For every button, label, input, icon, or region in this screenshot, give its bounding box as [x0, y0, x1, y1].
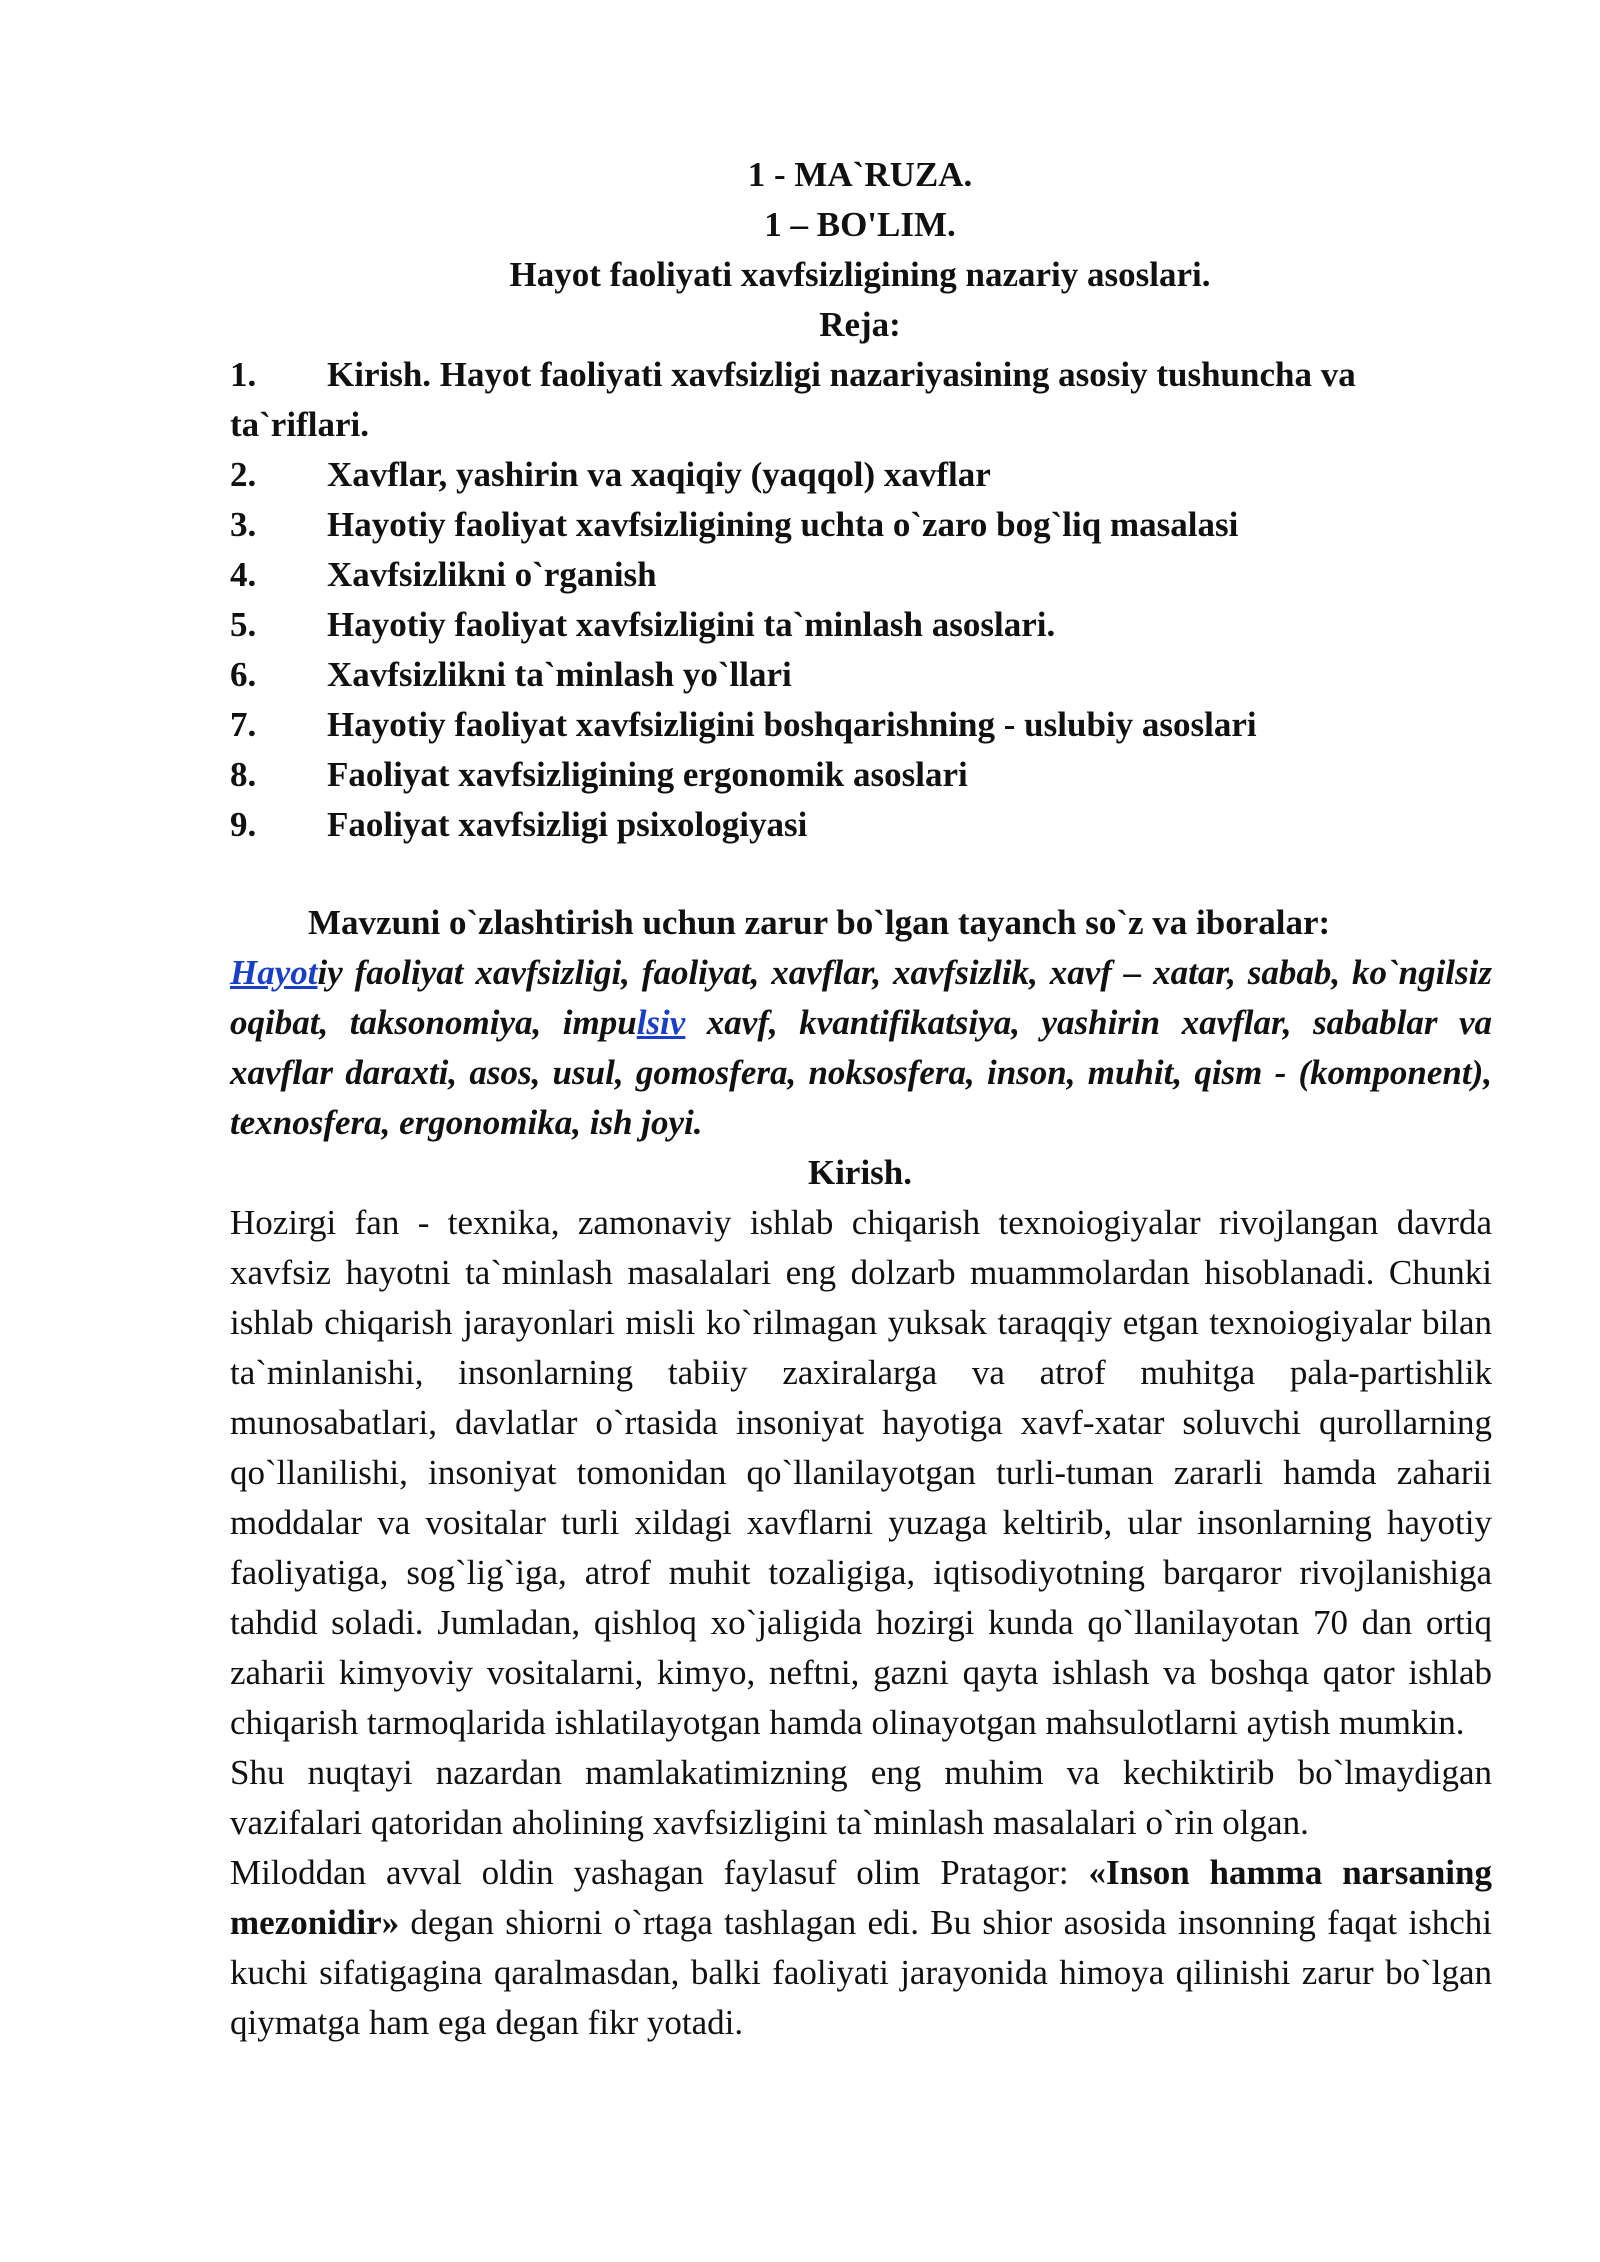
plan-item-number: 8.	[230, 755, 257, 794]
plan-item-1-continuation: ta`riflari.	[230, 405, 369, 444]
plan-item-number: 2.	[230, 455, 257, 494]
intro-heading: Kirish.	[807, 1153, 913, 1192]
intro-paragraph-1: Hozirgi fan - texnika, zamonaviy ishlab chiqarish texnoiogiyalar rivojlangan davrda xavfsiz hayotni ta`minlash masalalari eng dolzarb muammolardan hisoblanadi. Chunki ishlab chiqarish jarayonlari misli ko`rilmagan yuksak taraqqiy etgan texnoiogiyalar bilan ta`minlanishi, insonlarning tabiiy zaxiralarga va atrof muhitga pala-partishlik munosabatlari, davlatlar o`rtasida insoniyat hayotiga xavf-xatar soluvchi qurollarning qo`llanilishi, insoniyat tomonidan qo`llanilayotgan turli-tuman zararli hamda zaharii moddalar va vositalar turli xildagi xavflarni yuzaga keltirib, ular insonlarning hayotiy faoliyatiga, sog`lig`iga, atrof muhit tozaligiga, iqtisodiyotning barqaror rivojlanishiga tahdid soladi. Jumladan, qishloq xo`jaligida hozirgi kunda qo`llanilayotan 70 dan ortiq zaharii kimyoviy vositalarni, kimyo, neftni, gazni qayta ishlash va boshqa qator ishlab chiqarish tarmoqlarida ishlatilayotgan hamda olinayotgan mahsulotlarni aytish mumkin.	[230, 1203, 1492, 1742]
plan-item-text: Faoliyat xavfsizligi psixologiyasi	[327, 805, 808, 844]
keyword-link-lsiv[interactable]: lsiv	[636, 1003, 686, 1042]
intro-p3-quote: «Inson hamma narsaning mezonidir»	[230, 1853, 1492, 1942]
keyword-link-hayot[interactable]: Hayot	[230, 953, 318, 992]
plan-item-3	[230, 500, 1500, 550]
lecture-title: 1 - MA`RUZA.	[747, 155, 973, 194]
intro-paragraph-3	[230, 1848, 1492, 2048]
plan-item-7	[230, 700, 1500, 750]
plan-item-9	[230, 800, 1500, 850]
plan-item-text: Xavflar, yashirin va xaqiqiy (yaqqol) xavflar	[327, 455, 991, 494]
plan-item-text: Xavfsizlikni o`rganish	[327, 555, 657, 594]
plan-item-text: Xavfsizlikni ta`minlash yo`llari	[327, 655, 792, 694]
plan-item-8	[230, 750, 1500, 800]
keywords-text-part1: iy faoliyat xavfsizligi, faoliyat, xavflar, xavfsizlik, xavf – xatar, sabab, ko`ngilsiz oqibat, taksonomiya, impu	[230, 953, 1492, 1042]
plan-item-6	[230, 650, 1500, 700]
plan-item-text: Hayotiy faoliyat xavfsizligining uchta o`zaro bog`liq masalasi	[327, 505, 1239, 544]
plan-item-number: 1.	[230, 355, 257, 394]
plan-item-number: 4.	[230, 555, 257, 594]
plan-item-text: Kirish. Hayot faoliyati xavfsizligi nazariyasining asosiy tushuncha va	[327, 355, 1356, 394]
plan-item-number: 7.	[230, 705, 257, 744]
plan-item-text: Hayotiy faoliyat xavfsizligini boshqarishning - uslubiy asoslari	[327, 705, 1257, 744]
intro-body	[230, 1198, 1492, 2048]
topic-title: Hayot faoliyati xavfsizligining nazariy asoslari.	[509, 255, 1211, 294]
keywords-text-part2: xavf, kvantifikatsiya, yashirin xavflar, sabablar va xavflar daraxti, asos, usul, gomosfera, noksosfera, inson, muhit, qism - (komponent), texnosfera, ergonomika, ish joyi.	[230, 1003, 1492, 1142]
intro-p3-start: Miloddan avval oldin yashagan faylasuf olim Pratagor:	[230, 1853, 1089, 1892]
plan-item-number: 9.	[230, 805, 257, 844]
plan-item-text: Hayotiy faoliyat xavfsizligini ta`minlash asoslari.	[327, 605, 1056, 644]
plan-list	[230, 350, 1500, 850]
section-title: 1 – BO'LIM.	[764, 205, 956, 244]
plan-item-text: Faoliyat xavfsizligining ergonomik asoslari	[327, 755, 968, 794]
plan-item-number: 3.	[230, 505, 257, 544]
plan-item-5	[230, 600, 1500, 650]
keywords-paragraph	[230, 948, 1492, 1148]
plan-item-number: 5.	[230, 605, 257, 644]
plan-item-number: 6.	[230, 655, 257, 694]
plan-item-2	[230, 450, 1500, 500]
plan-item-1	[230, 350, 1500, 400]
plan-heading: Reja:	[819, 305, 901, 344]
intro-p3-end: degan shiorni o`rtaga tashlagan edi. Bu shior asosida insonning faqat ishchi kuchi sifatigagina qaralmasdan, balki faoliyati jarayonida himoya qilinishi zarur bo`lgan qiymatga ham ega degan fikr yotadi.	[230, 1903, 1492, 2042]
plan-item-4	[230, 550, 1500, 600]
intro-paragraph-2: Shu nuqtayi nazardan mamlakatimizning eng muhim va kechiktirib bo`lmaydigan vazifalari qatoridan aholining xavfsizligini ta`minlash masalalari o`rin olgan.	[230, 1753, 1492, 1842]
keywords-heading: Mavzuni o`zlashtirish uchun zarur bo`lgan tayanch so`z va iboralar:	[308, 903, 1331, 942]
